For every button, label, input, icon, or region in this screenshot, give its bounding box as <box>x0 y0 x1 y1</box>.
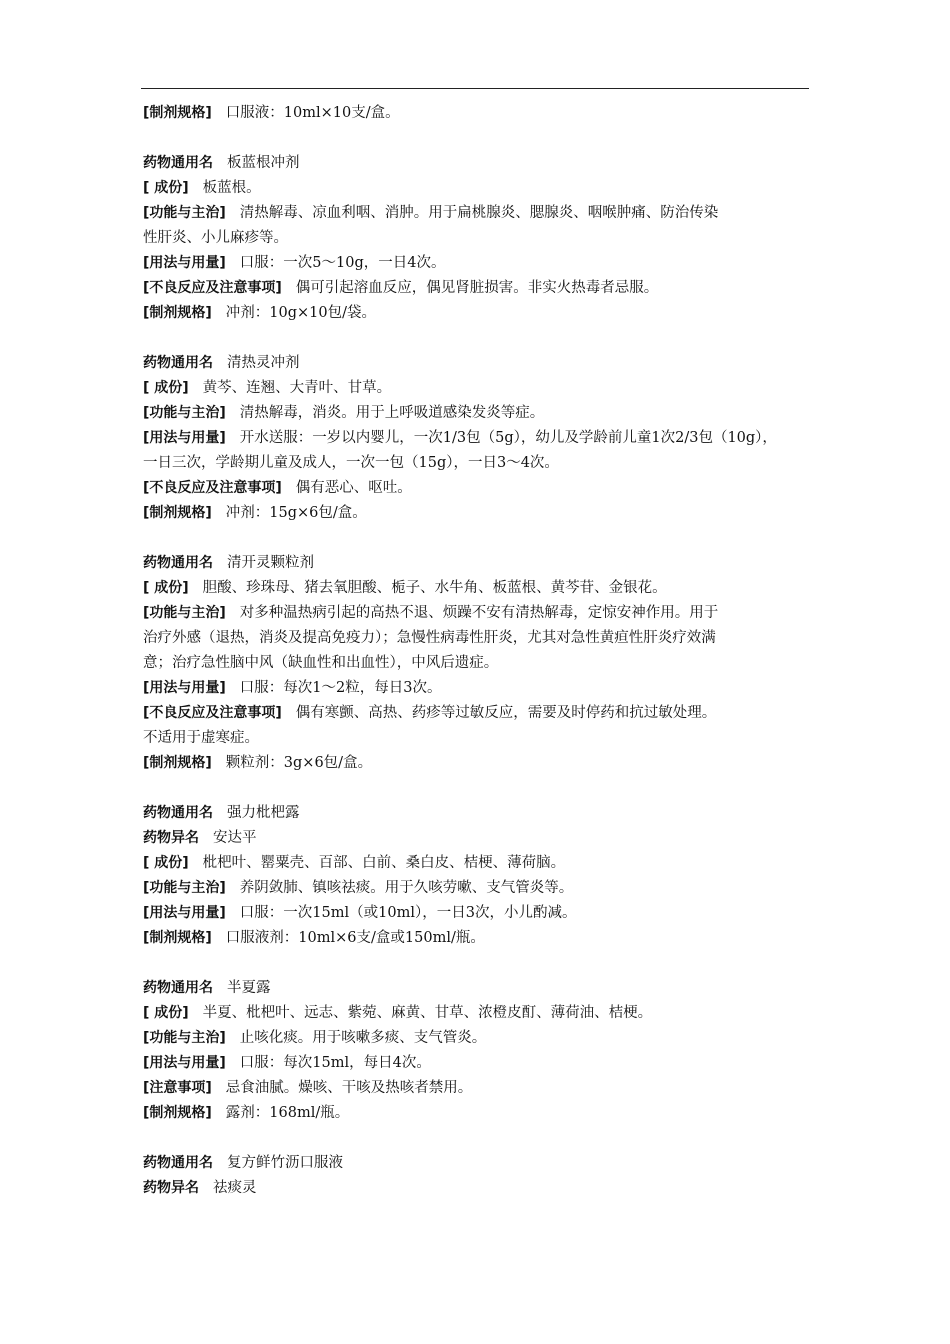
field-line <box>143 476 811 501</box>
field-label: 药物异名 <box>143 830 199 846</box>
field-label: [功能与主治] <box>143 605 226 621</box>
field-line <box>143 426 811 451</box>
continuation-line <box>143 726 811 751</box>
field-line <box>143 201 811 226</box>
field-line <box>143 501 811 526</box>
field-label: [功能与主治] <box>143 1030 226 1046</box>
field-label: 药物通用名 <box>143 805 213 821</box>
field-value: 安达平 <box>213 830 257 846</box>
field-line <box>143 851 811 876</box>
field-line <box>143 401 811 426</box>
section-gap <box>143 1126 811 1151</box>
field-line <box>143 1026 811 1051</box>
field-label: [制剂规格] <box>143 505 212 521</box>
field-label: [制剂规格] <box>143 1105 212 1121</box>
field-label: [制剂规格] <box>143 105 212 121</box>
field-value: 清热灵冲剂 <box>227 355 300 371</box>
field-value: 祛痰灵 <box>213 1180 257 1196</box>
field-line <box>143 676 811 701</box>
field-value: 对多种温热病引起的高热不退、烦躁不安有清热解毒，定惊安神作用。用于 <box>239 605 719 621</box>
field-line <box>143 876 811 901</box>
field-value: 口服：一次5～10g，一日4次。 <box>239 255 446 271</box>
field-line <box>143 351 811 376</box>
field-label: [用法与用量] <box>143 430 226 446</box>
field-value: 冲剂：10g×10包/袋。 <box>225 305 377 321</box>
field-value: 口服：一次15ml（或10ml），一日3次，小儿酌减。 <box>239 905 577 921</box>
section-gap <box>143 776 811 801</box>
field-label: [ 成份] <box>143 855 189 871</box>
field-value: 治疗外感（退热，消炎及提高免疫力）；急慢性病毒性肝炎，尤其对急性黄疸性肝炎疗效满 <box>143 630 716 646</box>
field-line <box>143 1051 811 1076</box>
field-label: [ 成份] <box>143 180 189 196</box>
field-line <box>143 276 811 301</box>
field-value: 板蓝根。 <box>202 180 261 196</box>
field-label: [ 成份] <box>143 1005 189 1021</box>
field-line <box>143 1176 811 1201</box>
field-value: 半夏露 <box>227 980 271 996</box>
field-line <box>143 376 811 401</box>
field-label: 药物通用名 <box>143 555 213 571</box>
field-value: 黄芩、连翘、大青叶、甘草。 <box>202 380 392 396</box>
field-label: [用法与用量] <box>143 680 226 696</box>
field-line <box>143 1076 811 1101</box>
field-line <box>143 176 811 201</box>
field-value: 复方鲜竹沥口服液 <box>227 1155 343 1171</box>
field-value: 口服：每次15ml，每日4次。 <box>239 1055 431 1071</box>
continuation-line <box>143 226 811 251</box>
field-label: [不良反应及注意事项] <box>143 480 282 496</box>
field-value: 性肝炎、小儿麻疹等。 <box>143 230 288 246</box>
section-gap <box>143 326 811 351</box>
field-line <box>143 551 811 576</box>
field-line <box>143 601 811 626</box>
field-label: [用法与用量] <box>143 255 226 271</box>
field-value: 板蓝根冲剂 <box>227 155 300 171</box>
field-value: 偶有寒颤、高热、药疹等过敏反应，需要及时停药和抗过敏处理。 <box>295 705 717 721</box>
continuation-line <box>143 626 811 651</box>
section-gap <box>143 126 811 151</box>
field-value: 冲剂：15g×6包/盒。 <box>225 505 367 521</box>
document-body <box>143 101 811 1201</box>
section-gap <box>143 951 811 976</box>
field-label: 药物通用名 <box>143 155 213 171</box>
field-line <box>143 1101 811 1126</box>
field-value: 露剂：168ml/瓶。 <box>225 1105 350 1121</box>
field-label: [不良反应及注意事项] <box>143 280 282 296</box>
field-label: [不良反应及注意事项] <box>143 705 282 721</box>
field-label: [制剂规格] <box>143 930 212 946</box>
field-value: 不适用于虚寒症。 <box>143 730 259 746</box>
field-value: 偶可引起溶血反应，偶见肾脏损害。非实火热毒者忌服。 <box>295 280 659 296</box>
field-value: 一日三次，学龄期儿童及成人，一次一包（15g），一日3～4次。 <box>143 455 559 471</box>
field-label: [功能与主治] <box>143 880 226 896</box>
field-value: 忌食油腻。燥咳、干咳及热咳者禁用。 <box>225 1080 473 1096</box>
field-label: [用法与用量] <box>143 1055 226 1071</box>
field-label: [功能与主治] <box>143 205 226 221</box>
field-value: 半夏、枇杷叶、远志、紫菀、麻黄、甘草、浓橙皮酊、薄荷油、桔梗。 <box>202 1005 653 1021</box>
field-line <box>143 701 811 726</box>
field-value: 开水送服：一岁以内婴儿，一次1/3包（5g），幼儿及学龄前儿童1次2/3包（10g）， <box>239 430 777 446</box>
field-value: 止咳化痰。用于咳嗽多痰、支气管炎。 <box>239 1030 487 1046</box>
field-value: 强力枇杷露 <box>227 805 300 821</box>
field-line <box>143 101 811 126</box>
field-line <box>143 151 811 176</box>
field-value: 颗粒剂：3g×6包/盒。 <box>225 755 373 771</box>
field-label: [制剂规格] <box>143 305 212 321</box>
field-value: 清热解毒、凉血利咽、消肿。用于扁桃腺炎、腮腺炎、咽喉肿痛、防治传染 <box>239 205 719 221</box>
continuation-line <box>143 451 811 476</box>
field-value: 清热解毒，消炎。用于上呼吸道感染发炎等症。 <box>239 405 545 421</box>
field-value: 意；治疗急性脑中风（缺血性和出血性），中风后遗症。 <box>143 655 499 671</box>
section-gap <box>143 526 811 551</box>
field-line <box>143 1001 811 1026</box>
field-label: 药物通用名 <box>143 1155 213 1171</box>
field-label: [ 成份] <box>143 380 189 396</box>
field-line <box>143 976 811 1001</box>
field-value: 口服液：10ml×10支/盒。 <box>225 105 400 121</box>
field-label: [ 成份] <box>143 580 189 596</box>
field-label: 药物通用名 <box>143 980 213 996</box>
field-line <box>143 801 811 826</box>
field-value: 口服：每次1～2粒，每日3次。 <box>239 680 442 696</box>
header-rule <box>141 88 809 89</box>
field-label: 药物通用名 <box>143 355 213 371</box>
field-value: 偶有恶心、呕吐。 <box>295 480 412 496</box>
field-value: 枇杷叶、罂粟壳、百部、白前、桑白皮、桔梗、薄荷脑。 <box>202 855 566 871</box>
field-label: [制剂规格] <box>143 755 212 771</box>
field-label: [用法与用量] <box>143 905 226 921</box>
field-line <box>143 576 811 601</box>
field-line <box>143 926 811 951</box>
continuation-line <box>143 651 811 676</box>
field-line <box>143 1151 811 1176</box>
field-value: 养阴敛肺、镇咳祛痰。用于久咳劳嗽、支气管炎等。 <box>239 880 574 896</box>
field-line <box>143 826 811 851</box>
field-label: 药物异名 <box>143 1180 199 1196</box>
field-value: 胆酸、珍珠母、猪去氧胆酸、栀子、水牛角、板蓝根、黄芩苷、金银花。 <box>202 580 667 596</box>
field-line <box>143 301 811 326</box>
field-label: [功能与主治] <box>143 405 226 421</box>
field-label: [注意事项] <box>143 1080 212 1096</box>
field-value: 口服液剂：10ml×6支/盒或150ml/瓶。 <box>225 930 485 946</box>
field-line <box>143 901 811 926</box>
field-line <box>143 751 811 776</box>
field-line <box>143 251 811 276</box>
field-value: 清开灵颗粒剂 <box>227 555 314 571</box>
